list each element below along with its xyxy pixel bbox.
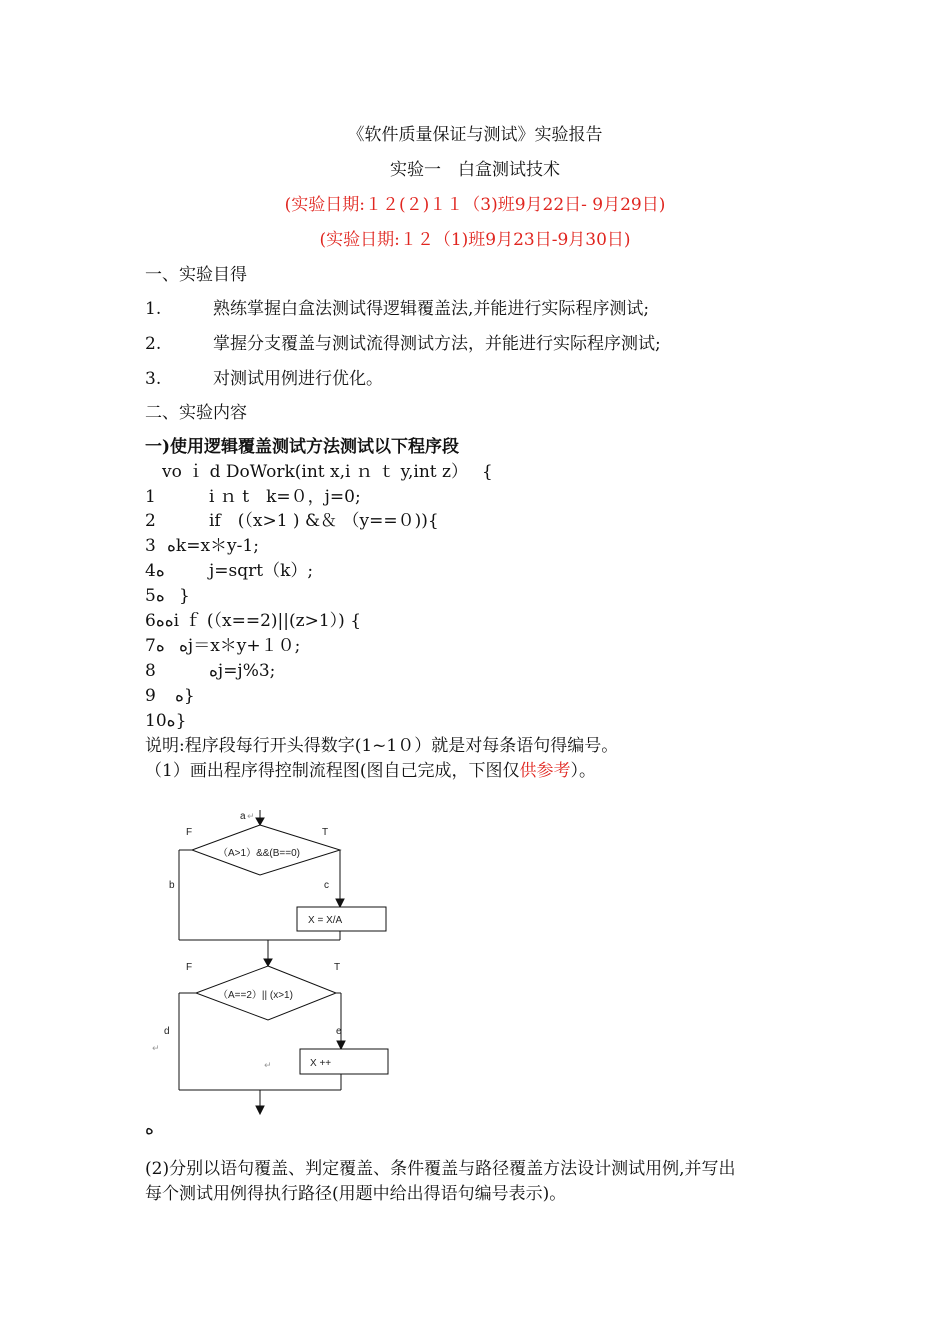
code-note: 说明:程序段每行开头得数字(1~1０）就是对每条语句得编号。 [145,736,619,756]
label-b: b [169,880,175,891]
code-line-number: 8 [145,661,156,681]
goal-number: 3. [145,369,162,389]
code-text: if (（x>1 ) &＆ （y==０)){ [209,511,439,531]
code-line [145,560,313,582]
code-line-number: 7ﻩ [145,636,165,656]
code-line-number: 3 [145,536,156,556]
code-text: i ｎ t k=０，j=0; [209,487,361,507]
label-t2: T [334,962,341,973]
label-e: e [336,1026,342,1037]
return-mark: ↵ [152,1043,160,1053]
process-1-label: X = X/A [308,915,343,926]
code-line-number: 5ﻩ [145,586,165,606]
condition-2-label: （A==2）|| (x>1) [218,990,293,1001]
code-line-number: 4ﻩ [145,561,165,581]
goal-item [145,333,661,355]
experiment-subtitle: 实验一 白盒测试技术 [390,160,560,180]
experiment-date-2: (实验日期:１２（1)班9月23日-9月30日) [319,230,631,250]
goal-item [145,368,383,390]
arrow-head [256,818,264,825]
condition-1-label: （A>1）&&(B==0) [218,848,300,859]
code-line [145,585,190,607]
task-1 [145,760,596,782]
code-text: vo ｉ d DoWork(int x,i ｎ ｔ y,int z） { [145,462,493,482]
section-heading-goals: 一、实验目得 [145,265,247,285]
return-mark: ↵ [264,1060,272,1070]
label-a: a [240,811,246,822]
label-f2: F [186,962,193,973]
code-line [145,535,259,557]
label-d: d [164,1026,170,1037]
goal-text: 对测试用例进行优化。 [213,369,383,389]
subsection-heading: 一)使用逻辑覆盖测试方法测试以下程序段 [145,437,460,457]
code-line [145,660,275,682]
experiment-date-1: (实验日期:１２(２)１１（3)班9月22日- 9月29日) [284,195,666,215]
code-text: ﻩj=j%3; [209,661,276,681]
label-c: c [324,880,329,891]
code-text: ﻩk=x＊y-1; [167,536,259,556]
code-line [145,610,361,632]
code-text: j=sqrt（k）; [209,561,314,581]
goal-number: 1. [145,299,162,319]
code-text: ﻩ} [175,686,195,706]
goal-text: 掌握分支覆盖与测试流得测试方法，并能进行实际程序测试; [213,334,661,354]
code-text: } [179,586,190,606]
goal-text: 熟练掌握白盒法测试得逻辑覆盖法,并能进行实际程序测试; [213,299,650,319]
task-2-line-1: (2)分别以语句覆盖、判定覆盖、条件覆盖与路径覆盖方法设计测试用例,并写出 [145,1159,736,1179]
code-text: 6ﻩﻩi ｆ (（x==2)||(z>1）) { [145,611,362,631]
code-text: ﻩj＝x＊y+１０; [179,636,301,656]
stray-mark: ﻩ [145,1119,154,1139]
label-t1: T [322,827,329,838]
report-title: 《软件质量保证与测试》实验报告 [347,125,603,145]
code-line [145,486,361,508]
section-heading-content: 二、实验内容 [145,403,247,423]
code-line [145,461,493,483]
return-mark: ↵ [247,811,255,821]
code-line [145,635,300,657]
code-line [145,685,195,707]
code-line-number: 9 [145,686,156,706]
code-line [145,510,439,532]
task-1-highlight: 供参考 [519,761,571,781]
code-line-number: 1 [145,487,156,507]
goal-number: 2. [145,334,162,354]
task-1-text: （1）画出程序得控制流程图(图自己完成，下图仅 [145,761,520,781]
code-text: 10ﻩ} [145,711,187,731]
process-2-label: X ++ [310,1058,332,1069]
label-f1: F [186,827,193,838]
control-flow-diagram [140,800,410,1120]
code-line [145,710,186,732]
task-1-suffix: ）。 [570,761,596,781]
task-2-line-2: 每个测试用例得执行路径(用题中给出得语句编号表示)。 [145,1184,567,1204]
goal-item [145,298,649,320]
code-line-number: 2 [145,511,156,531]
